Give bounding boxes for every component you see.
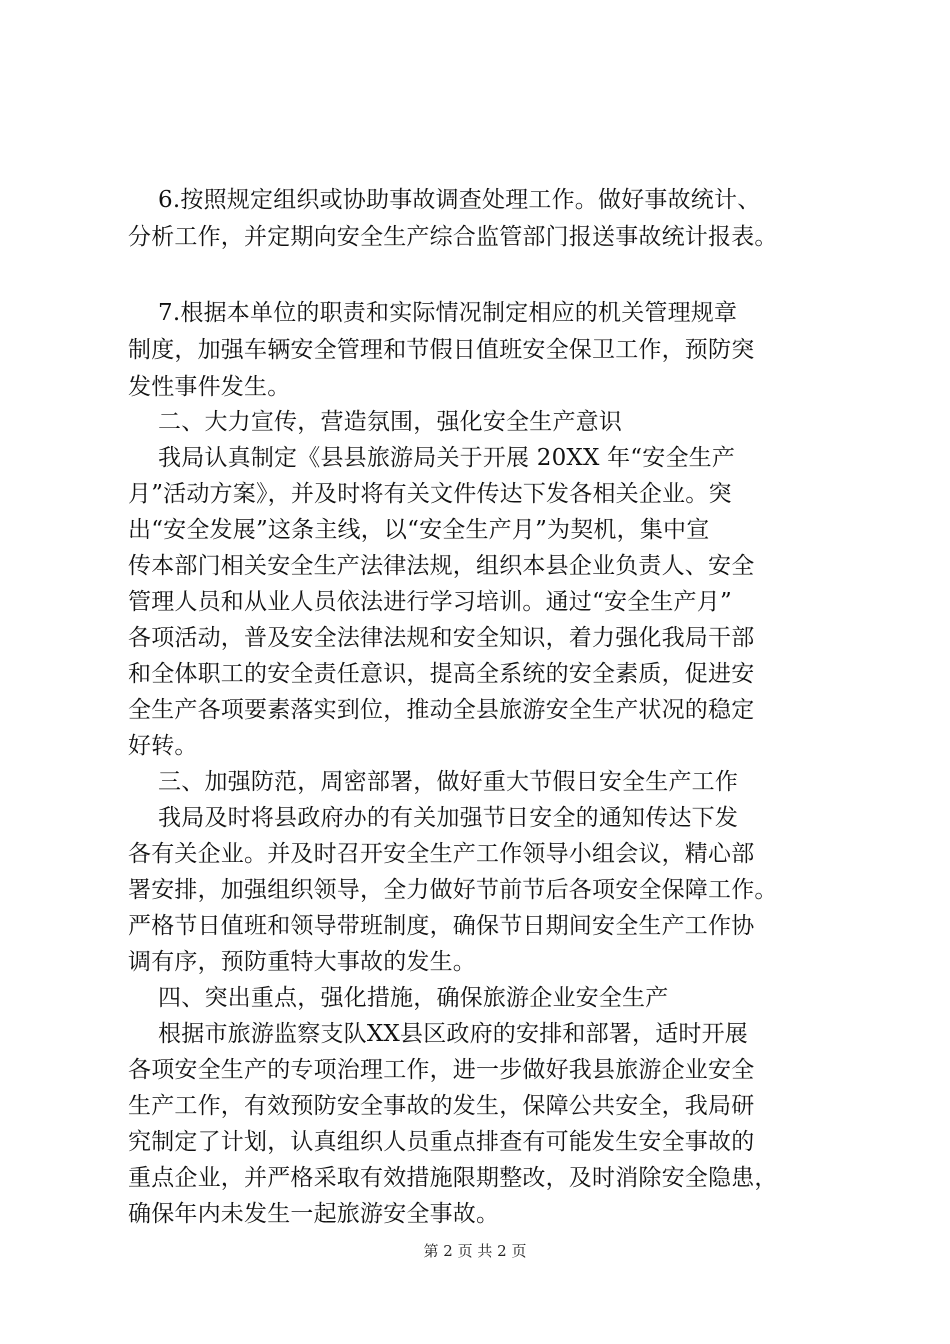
text-line: 调有序，预防重特大事故的发生。: [128, 949, 476, 975]
section-heading: 二、大力宣传，营造氛围，强化安全生产意识: [128, 409, 623, 435]
text-line: 我局认真制定《县县旅游局关于开展 20XX 年“安全生产: [128, 445, 736, 471]
text-line: 生产工作，有效预防安全事故的发生，保障公共安全，我局研: [128, 1093, 755, 1119]
text-line: 6.按照规定组织或协助事故调查处理工作。做好事故统计、: [128, 187, 761, 213]
text-line: 管理人员和从业人员依法进行学习培训。通过“安全生产月”: [128, 589, 732, 615]
text-line: 传本部门相关安全生产法律法规，组织本县企业负责人、安全: [128, 553, 755, 579]
text-line: 署安排，加强组织领导，全力做好节前节后各项安全保障工作。: [128, 877, 778, 903]
text-line: 制度，加强车辆安全管理和节假日值班安全保卫工作，预防突: [128, 337, 755, 363]
text-line: 全生产各项要素落实到位，推动全县旅游安全生产状况的稳定: [128, 697, 755, 723]
page-number-footer: 第 2 页 共 2 页: [423, 1242, 527, 1260]
section-heading: 四、突出重点，强化措施，确保旅游企业安全生产: [128, 985, 669, 1011]
text-line: 我局及时将县政府办的有关加强节日安全的通知传达下发: [128, 805, 739, 831]
text-line: 各项活动，普及安全法律法规和安全知识，着力强化我局干部: [128, 625, 755, 651]
text-line: 确保年内未发生一起旅游安全事故。: [128, 1201, 500, 1227]
text-line: 重点企业，并严格采取有效措施限期整改，及时消除安全隐患，: [128, 1165, 778, 1191]
text-line: 7.根据本单位的职责和实际情况制定相应的机关管理规章: [128, 300, 738, 326]
text-line: 各项安全生产的专项治理工作，进一步做好我县旅游企业安全: [128, 1057, 755, 1083]
text-line: 月”活动方案》，并及时将有关文件传达下发各相关企业。突: [128, 481, 732, 507]
section-heading: 三、加强防范，周密部署，做好重大节假日安全生产工作: [128, 769, 739, 795]
text-line: 和全体职工的安全责任意识，提高全系统的安全素质，促进安: [128, 661, 755, 687]
text-line: 根据市旅游监察支队XX县区政府的安排和部署，适时开展: [128, 1021, 748, 1047]
text-line: 究制定了计划，认真组织人员重点排查有可能发生安全事故的: [128, 1129, 755, 1155]
text-line: 出“安全发展”这条主线，以“安全生产月”为契机，集中宣: [128, 517, 710, 543]
text-line: 分析工作，并定期向安全生产综合监管部门报送事故统计报表。: [128, 224, 778, 250]
text-line: 发性事件发生。: [128, 374, 291, 400]
text-line: 好转。: [128, 733, 198, 759]
text-line: 各有关企业。并及时召开安全生产工作领导小组会议，精心部: [128, 841, 755, 867]
text-line: 严格节日值班和领导带班制度，确保节日期间安全生产工作协: [128, 913, 755, 939]
